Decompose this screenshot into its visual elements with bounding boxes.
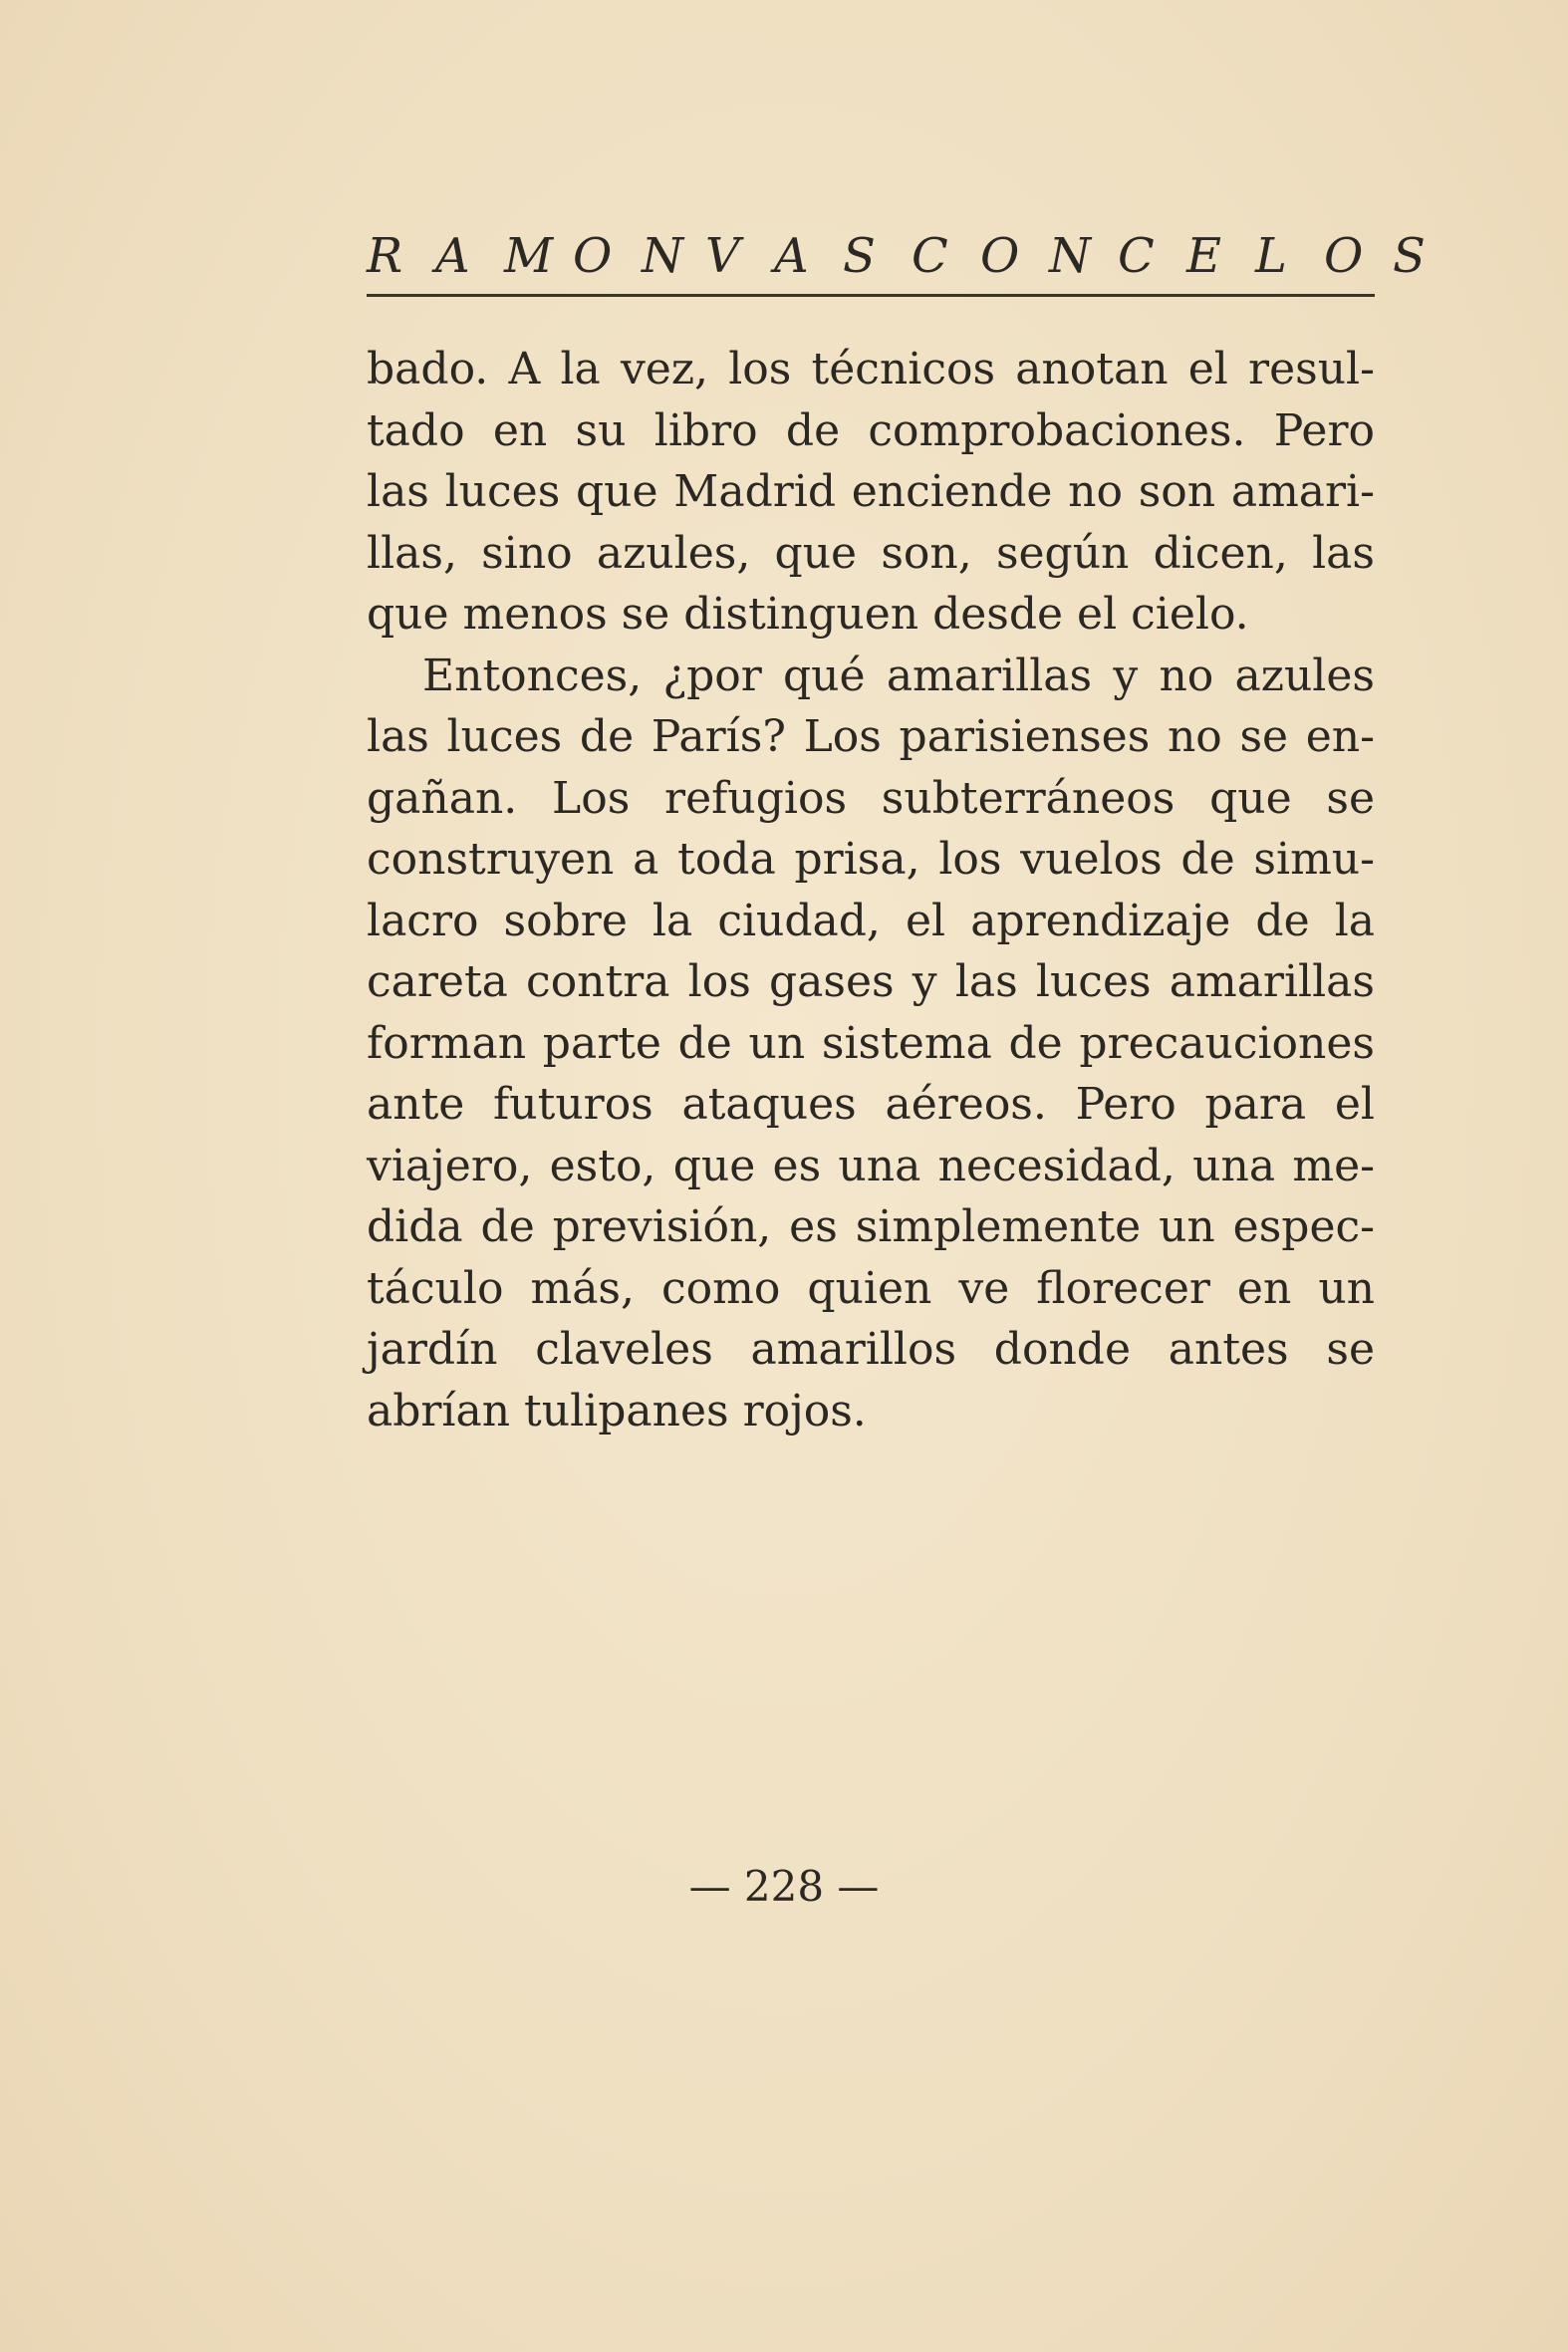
text-line: dida de previsión, es simplemente un espec- [367, 1201, 1375, 1252]
running-head-letter: O [1324, 228, 1364, 284]
text-line: Entonces, ¿por qué amarillas y no azules [422, 650, 1375, 701]
text-line: lacro sobre la ciudad, el aprendizaje de la [367, 895, 1375, 946]
running-head-letter: O [573, 228, 613, 284]
running-head-letter: E [1186, 228, 1222, 284]
running-head-letter: C [912, 228, 948, 284]
running-head-letter: N [1049, 228, 1091, 284]
text-line: gañan. Los refugios subterráneos que se [367, 772, 1375, 824]
page-number: — 228 — [688, 1862, 880, 1911]
author-last-name [705, 221, 1461, 291]
running-head-letter: S [1393, 228, 1426, 284]
text-line: las luces que Madrid enciende no son amari- [367, 466, 1375, 517]
text-line: careta contra los gases y las luces amarillas [367, 956, 1375, 1007]
body-text [367, 339, 1375, 1441]
text-line: bado. A la vez, los técnicos anotan el resul- [367, 344, 1375, 394]
text-line: tado en su libro de comprobaciones. Pero [367, 404, 1375, 456]
running-head-letter: C [1118, 228, 1155, 284]
text-line: llas, sino azules, que son, según dicen, las [367, 527, 1375, 579]
running-head-letter: O [980, 228, 1020, 284]
text-line: forman parte de un sistema de precauciones [367, 1017, 1375, 1069]
text-line: jardín claveles amarillos donde antes se [367, 1324, 1375, 1375]
text-line: viajero, esto, que es una necesidad, una me- [367, 1140, 1375, 1191]
running-head-letter: N [642, 228, 683, 284]
running-head-letter: V [705, 228, 740, 284]
running-head-letter: A [435, 228, 470, 284]
running-head-letter: A [774, 228, 809, 284]
running-head-letter: S [843, 228, 876, 284]
text-line: que menos se distinguen desde el cielo. [367, 589, 1249, 640]
running-head-letter: R [367, 228, 403, 284]
running-head-author [367, 221, 1426, 291]
header-rule [367, 294, 1375, 297]
running-head-letter: M [504, 228, 554, 284]
author-first-name [367, 221, 710, 291]
text-line: las luces de París? Los parisienses no se en- [367, 711, 1375, 762]
text-line: abrían tulipanes rojos. [367, 1385, 867, 1437]
text-line: construyen a toda prisa, los vuelos de simu- [367, 834, 1375, 885]
text-line: ante futuros ataques aéreos. Pero para el [367, 1079, 1375, 1130]
text-line: táculo más, como quien ve florecer en un [367, 1262, 1375, 1314]
running-head-letter: L [1255, 228, 1287, 284]
